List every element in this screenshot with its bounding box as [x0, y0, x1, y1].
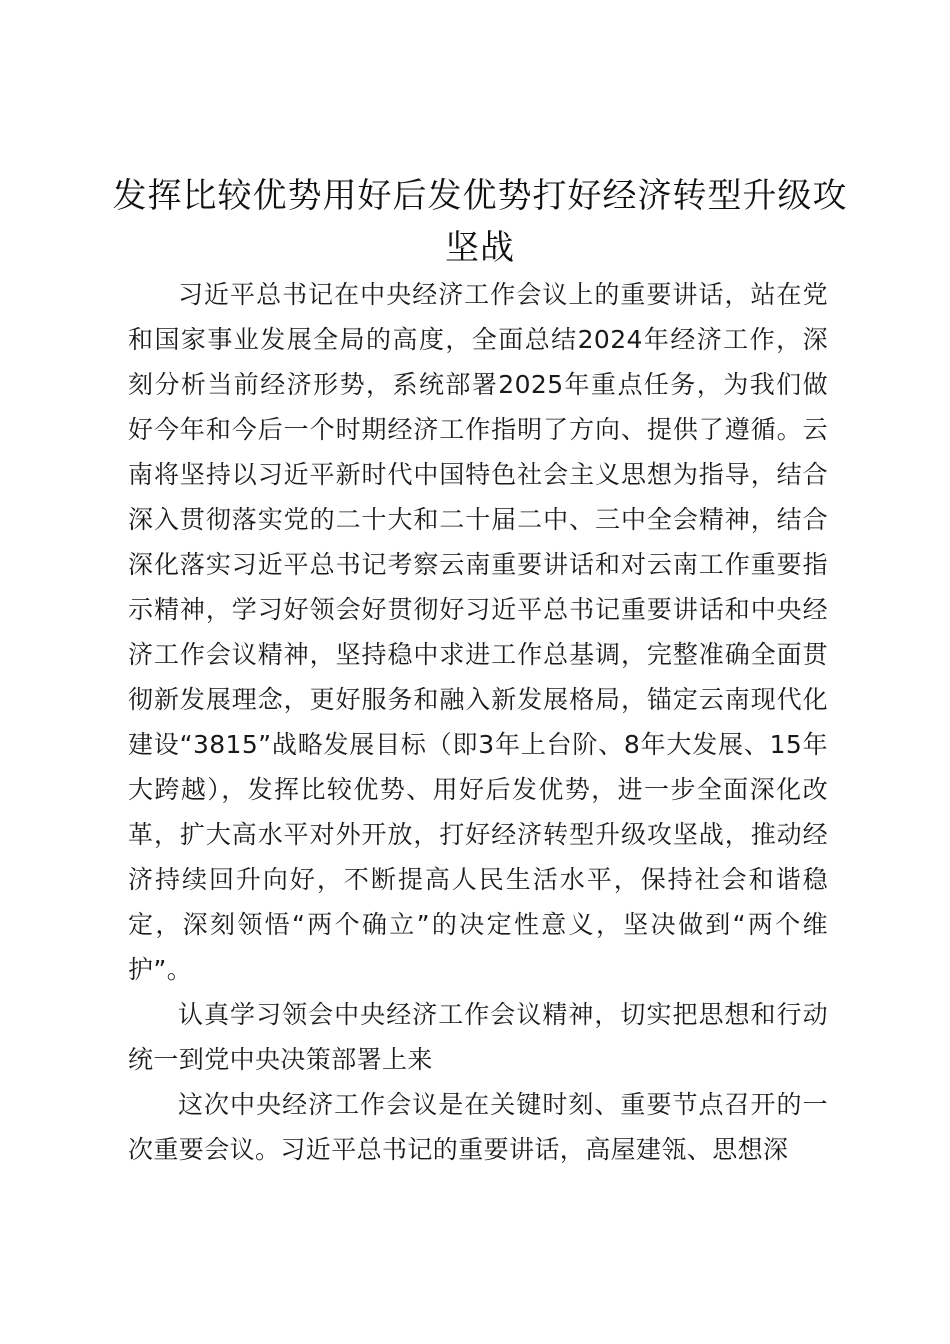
document-title: 发挥比较优势用好后发优势打好经济转型升级攻坚战: [112, 176, 848, 268]
body-paragraph-intro: 习近平总书记在中央经济工作会议上的重要讲话，站在党和国家事业发展全局的高度，全面总结2024年经济工作，深刻分析当前经济形势，系统部署2025年重点任务，为我们做好今年和今后一个时期经济工作指明了方向、提供了遵循。云南将坚持以习近平新时代中国特色社会主义思想为指导，结合深入贯彻落实党的二十大和二十届二中、三中全会精神，结合深化落实习近平总书记考察云南重要讲话和对云南工作重要指示精神，学习好领会好贯彻好习近平总书记重要讲话和中央经济工作会议精神，坚持稳中求进工作总基调，完整准确全面贯彻新发展理念，更好服务和融入新发展格局，锚定云南现代化建设“3815”战略发展目标（即3年上台阶、8年大发展、15年大跨越），发挥比较优势、用好后发优势，进一步全面深化改革，扩大高水平对外开放，打好经济转型升级攻坚战，推动经济持续回升向好，不断提高人民生活水平，保持社会和谐稳定，深刻领悟“两个确立”的决定性意义，坚决做到“两个维护”。: [128, 280, 828, 984]
section-heading: 认真学习领会中央经济工作会议精神，切实把思想和行动统一到党中央决策部署上来: [128, 1000, 828, 1074]
document-body: [128, 272, 828, 1172]
body-paragraph-section: 这次中央经济工作会议是在关键时刻、重要节点召开的一次重要会议。习近平总书记的重要讲话，高屋建瓴、思想深: [128, 1090, 828, 1164]
